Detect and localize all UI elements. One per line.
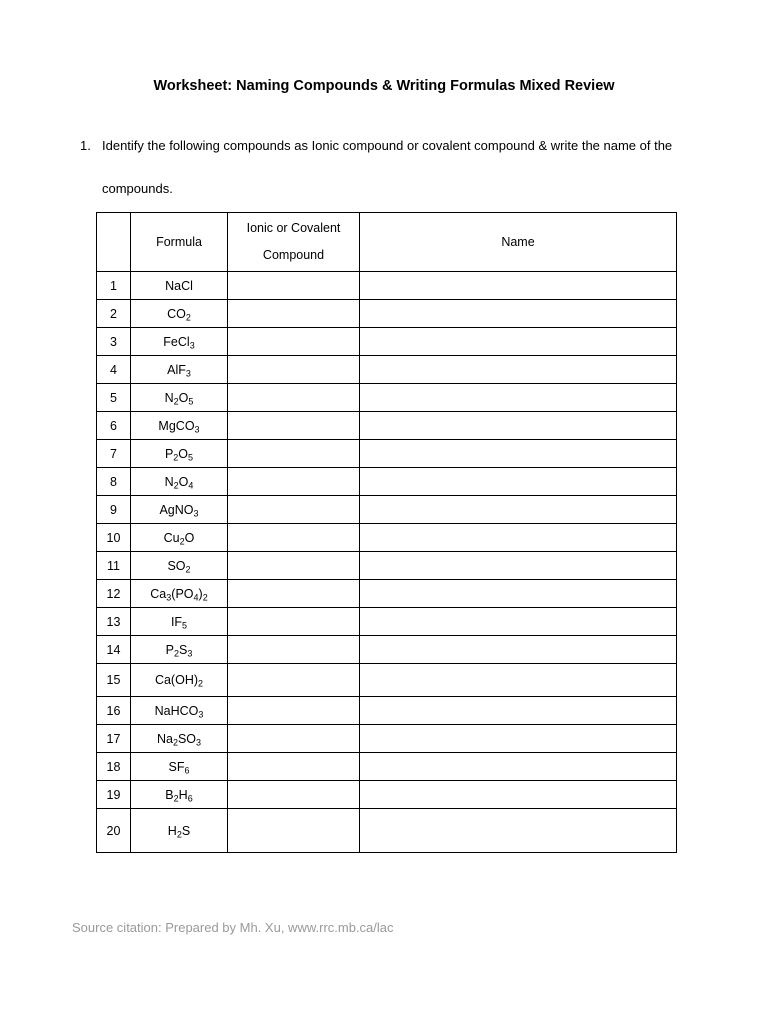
row-type-answer[interactable]	[228, 468, 360, 496]
table-row	[97, 496, 677, 524]
table-row	[97, 300, 677, 328]
formula-part: )	[198, 586, 203, 601]
row-number: 1	[97, 272, 131, 300]
row-name-answer[interactable]	[360, 608, 677, 636]
row-type-answer[interactable]	[228, 552, 360, 580]
row-type-answer[interactable]	[228, 781, 360, 809]
row-number: 5	[97, 384, 131, 412]
formula-part: NaHCO	[154, 703, 199, 718]
formula-subscript: 2	[173, 395, 179, 406]
row-type-answer[interactable]	[228, 608, 360, 636]
row-name-answer[interactable]	[360, 580, 677, 608]
formula-subscript: 6	[187, 792, 193, 803]
row-number: 4	[97, 356, 131, 384]
row-type-answer[interactable]	[228, 272, 360, 300]
table-row	[97, 781, 677, 809]
header-formula: Formula	[131, 213, 228, 272]
formula-part: H	[178, 787, 188, 802]
formula-part: P	[164, 446, 174, 461]
row-type-answer[interactable]	[228, 384, 360, 412]
row-name-answer[interactable]	[360, 468, 677, 496]
formula-subscript: 2	[172, 736, 178, 747]
compounds-table	[96, 212, 677, 853]
formula-part: N	[164, 390, 174, 405]
header-type	[228, 213, 360, 272]
row-formula	[131, 725, 228, 753]
formula-subscript: 5	[188, 395, 194, 406]
formula-part: O	[184, 530, 195, 545]
formula-subscript: 3	[185, 367, 191, 378]
row-formula	[131, 608, 228, 636]
row-number: 6	[97, 412, 131, 440]
row-type-answer[interactable]	[228, 753, 360, 781]
formula-subscript: 2	[173, 451, 179, 462]
row-name-answer[interactable]	[360, 664, 677, 697]
row-formula	[131, 664, 228, 697]
row-number: 14	[97, 636, 131, 664]
table-row	[97, 440, 677, 468]
formula-part: MgCO	[158, 418, 195, 433]
row-name-answer[interactable]	[360, 552, 677, 580]
table-row	[97, 753, 677, 781]
formula-part: Na	[156, 731, 173, 746]
row-name-answer[interactable]	[360, 300, 677, 328]
row-formula	[131, 524, 228, 552]
formula-subscript: 2	[185, 563, 191, 574]
formula-part: Ca(OH)	[154, 673, 199, 687]
formula-subscript: 2	[185, 311, 191, 322]
formula-part: SO	[177, 731, 197, 746]
row-number: 17	[97, 725, 131, 753]
formula-subscript: 3	[166, 591, 172, 602]
row-name-answer[interactable]	[360, 697, 677, 725]
formula-part: AlF	[167, 362, 186, 377]
row-number: 8	[97, 468, 131, 496]
row-name-answer[interactable]	[360, 356, 677, 384]
row-number: 10	[97, 524, 131, 552]
table-row	[97, 636, 677, 664]
table-row	[97, 608, 677, 636]
formula-part: P	[165, 642, 174, 657]
row-number: 9	[97, 496, 131, 524]
formula-part: S	[179, 642, 188, 657]
row-number: 13	[97, 608, 131, 636]
formula-subscript: 4	[188, 479, 194, 490]
row-type-answer[interactable]	[228, 524, 360, 552]
header-type-line1: Ionic or Covalent	[246, 221, 341, 235]
row-formula	[131, 496, 228, 524]
source-citation: Source citation: Prepared by Mh. Xu, www.rrc.mb.ca/lac	[72, 920, 394, 935]
row-type-answer[interactable]	[228, 664, 360, 697]
row-formula	[131, 356, 228, 384]
formula-subscript: 2	[173, 647, 179, 658]
header-name: Name	[360, 213, 677, 272]
formula-part: CO	[167, 306, 186, 321]
table-row	[97, 809, 677, 853]
formula-subscript: 3	[194, 423, 200, 434]
table-row	[97, 272, 677, 300]
formula-subscript: 4	[193, 591, 199, 602]
row-formula	[131, 440, 228, 468]
formula-part: FeCl	[163, 334, 190, 349]
row-formula	[131, 809, 228, 853]
formula-part: O	[178, 474, 189, 489]
worksheet-title: Worksheet: Naming Compounds & Writing Formulas Mixed Review	[153, 78, 615, 94]
formula-part: S	[181, 823, 191, 838]
formula-part: SF	[168, 759, 185, 774]
row-name-answer[interactable]	[360, 809, 677, 853]
formula-subscript: 3	[196, 736, 202, 747]
row-formula	[131, 272, 228, 300]
formula-part: N	[164, 474, 174, 489]
row-name-answer[interactable]	[360, 524, 677, 552]
row-number: 7	[97, 440, 131, 468]
row-number: 16	[97, 697, 131, 725]
row-formula	[131, 753, 228, 781]
row-type-answer[interactable]	[228, 412, 360, 440]
row-type-answer[interactable]	[228, 809, 360, 853]
table-row	[97, 580, 677, 608]
row-name-answer[interactable]	[360, 725, 677, 753]
row-name-answer[interactable]	[360, 753, 677, 781]
row-type-answer[interactable]	[228, 580, 360, 608]
row-formula	[131, 697, 228, 725]
formula-part: Ca	[150, 586, 167, 601]
formula-part: SO	[167, 558, 186, 573]
table-row	[97, 725, 677, 753]
header-number	[97, 213, 131, 272]
row-name-answer[interactable]	[360, 328, 677, 356]
formula-part: O	[178, 446, 189, 461]
row-number: 20	[97, 809, 131, 853]
row-type-answer[interactable]	[228, 300, 360, 328]
formula-part: H	[167, 823, 177, 838]
row-type-answer[interactable]	[228, 440, 360, 468]
row-formula	[131, 636, 228, 664]
header-type-line2: Compound	[262, 248, 325, 262]
row-type-answer[interactable]	[228, 328, 360, 356]
formula-subscript: 2	[179, 535, 185, 546]
formula-part: O	[178, 390, 189, 405]
row-name-answer[interactable]	[360, 384, 677, 412]
row-name-answer[interactable]	[360, 272, 677, 300]
formula-part: B	[165, 787, 174, 802]
formula-part: IF	[170, 614, 183, 629]
formula-part: AgNO	[159, 502, 194, 517]
formula-part: (PO	[171, 586, 194, 601]
row-number: 19	[97, 781, 131, 809]
question-number: 1.	[80, 138, 91, 153]
question-continuation: compounds.	[102, 181, 173, 196]
question-1	[80, 136, 710, 156]
row-type-answer[interactable]	[228, 725, 360, 753]
formula-subscript: 2	[173, 479, 179, 490]
row-name-answer[interactable]	[360, 440, 677, 468]
row-number: 12	[97, 580, 131, 608]
formula-subscript: 2	[202, 591, 208, 602]
table-row	[97, 664, 677, 697]
row-number: 15	[97, 664, 131, 697]
row-number: 2	[97, 300, 131, 328]
table-row	[97, 524, 677, 552]
table-row	[97, 412, 677, 440]
row-number: 11	[97, 552, 131, 580]
table-row	[97, 328, 677, 356]
row-formula	[131, 580, 228, 608]
table-row	[97, 356, 677, 384]
row-formula	[131, 412, 228, 440]
formula-subscript: 6	[184, 764, 190, 775]
formula-subscript: 2	[198, 678, 204, 689]
table-row	[97, 468, 677, 496]
formula-subscript: 5	[182, 619, 188, 630]
formula-part: Cu	[163, 530, 180, 545]
question-text: Identify the following compounds as Ionic compound or covalent compound & write the name of the	[102, 138, 673, 153]
row-name-answer[interactable]	[360, 636, 677, 664]
table-row	[97, 552, 677, 580]
row-formula	[131, 468, 228, 496]
row-formula	[131, 552, 228, 580]
table-row	[97, 384, 677, 412]
row-formula	[131, 328, 228, 356]
row-formula	[131, 384, 228, 412]
row-type-answer[interactable]	[228, 636, 360, 664]
row-type-answer[interactable]	[228, 356, 360, 384]
table-row	[97, 697, 677, 725]
formula-subscript: 5	[188, 451, 194, 462]
row-name-answer[interactable]	[360, 781, 677, 809]
row-type-answer[interactable]	[228, 697, 360, 725]
formula-part: NaCl	[165, 278, 193, 293]
formula-subscript: 3	[187, 647, 193, 658]
formula-subscript: 2	[173, 792, 179, 803]
row-type-answer[interactable]	[228, 496, 360, 524]
row-formula	[131, 300, 228, 328]
table-body	[97, 272, 677, 853]
formula-subscript: 3	[198, 708, 204, 719]
row-formula	[131, 781, 228, 809]
formula-subscript: 3	[189, 339, 195, 350]
row-name-answer[interactable]	[360, 496, 677, 524]
row-number: 18	[97, 753, 131, 781]
formula-subscript: 3	[193, 507, 199, 518]
row-number: 3	[97, 328, 131, 356]
row-name-answer[interactable]	[360, 412, 677, 440]
formula-subscript: 2	[176, 828, 182, 839]
table-header-row	[97, 213, 677, 272]
